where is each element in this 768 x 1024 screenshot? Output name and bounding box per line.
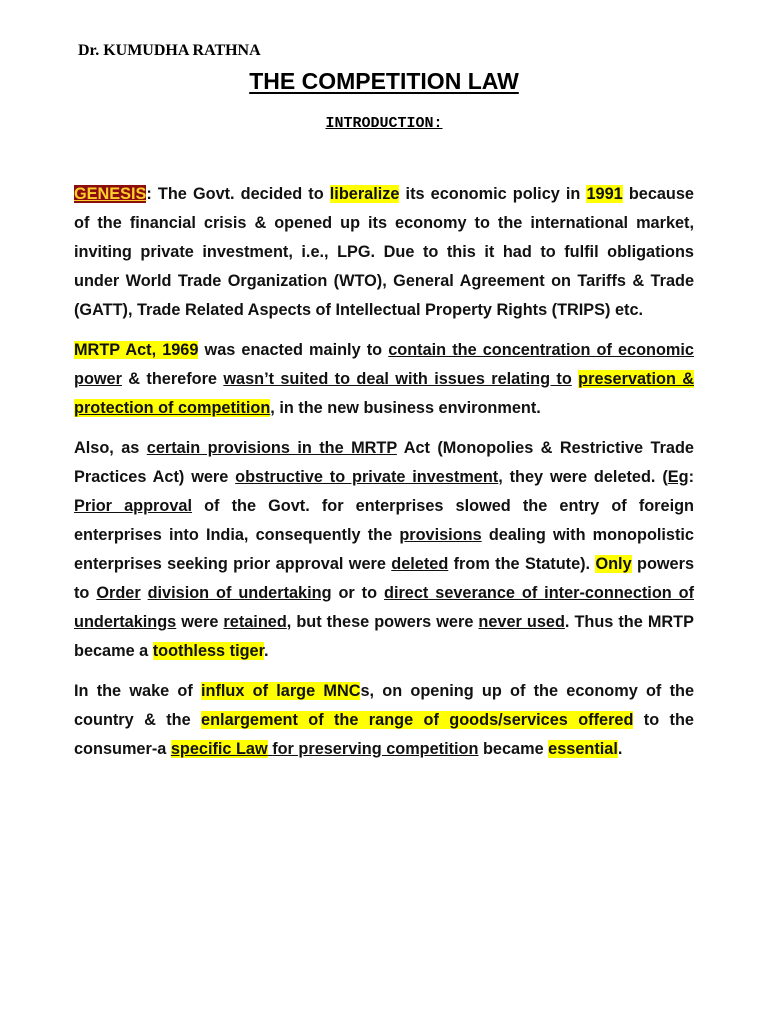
highlighted-underlined-text: specific Law — [170, 740, 268, 758]
section-heading: INTRODUCTION: — [325, 115, 443, 132]
highlighted-text: MRTP Act, 1969 — [74, 341, 199, 359]
highlighted-text: Only — [595, 555, 632, 573]
underlined-text: retained — [223, 613, 287, 631]
underlined-text: Eg — [667, 468, 689, 486]
text-run: Also, as — [74, 439, 147, 457]
text-run: its economic policy in — [399, 185, 587, 203]
text-run — [141, 584, 148, 602]
paragraph-mnc — [74, 677, 694, 764]
paragraph-mrtp-act — [74, 336, 694, 423]
text-run: . — [264, 642, 269, 660]
text-run: dealing with monopolistic enterprises seeking prior approval were — [74, 526, 694, 573]
text-run: Act (Monopolies & Restrictive Trade Practices Act) were — [74, 439, 694, 486]
text-run: of the Govt. for enterprises slowed the entry of foreign enterprises into India, consequently the — [74, 497, 694, 544]
highlighted-text: essential — [548, 740, 618, 758]
text-run: & therefore — [121, 370, 224, 388]
highlighted-text: toothless tiger — [152, 642, 265, 660]
highlighted-text: influx of large MNC — [201, 682, 361, 700]
underlined-text: provisions — [399, 526, 482, 544]
text-run: In the wake of — [74, 682, 201, 700]
paragraph-genesis — [74, 180, 694, 325]
underlined-text: for preserving competition — [272, 740, 479, 758]
underlined-text: Order — [96, 584, 141, 602]
text-run: , they were deleted. ( — [498, 468, 668, 486]
text-run: , in the new business environment. — [270, 399, 541, 417]
document-body — [74, 180, 694, 775]
highlighted-underlined-text: preservation & protection of competition — [74, 370, 694, 417]
highlighted-text: 1991 — [586, 185, 623, 203]
paragraph-provisions — [74, 434, 694, 666]
text-run: . — [617, 740, 623, 758]
author-name: Dr. KUMUDHA RATHNA — [78, 42, 261, 59]
highlighted-text: liberalize — [329, 185, 400, 203]
text-run: was enacted mainly to — [198, 341, 389, 359]
text-run: . Thus the MRTP became a — [74, 613, 694, 660]
text-run: , but these powers were — [286, 613, 479, 631]
underlined-text: Prior approval — [74, 497, 192, 515]
highlighted-text: enlargement of the range of goods/services offered — [201, 711, 634, 729]
underlined-text: never used — [478, 613, 565, 631]
text-run: : — [688, 468, 694, 486]
genesis-label: GENESIS — [74, 185, 147, 203]
underlined-text: direct severance of inter-connection of undertakings — [74, 584, 695, 631]
text-run: were — [176, 613, 224, 631]
text-run: s, on opening up of the economy of the country & the — [74, 682, 694, 729]
document-title: THE COMPETITION LAW — [249, 68, 519, 94]
underlined-text: wasn’t suited to deal with issues relating to — [223, 370, 572, 388]
text-run: from the Statute). — [448, 555, 596, 573]
underlined-text: certain provisions in the MRTP — [146, 439, 397, 457]
text-run: or to — [331, 584, 384, 602]
text-run: : The Govt. decided to — [146, 185, 330, 203]
underlined-text: contain the concentration of economic power — [74, 341, 694, 388]
text-run: to the consumer-a — [74, 711, 694, 758]
underlined-text: obstructive to private investment — [235, 468, 499, 486]
underlined-text: division of undertaking — [147, 584, 332, 602]
text-run: because of the financial crisis & opened up its economy to the international market, inviting private investment, i.e., LPG. Due to this it had to fulfil obligations under World Trade Organization (WTO), General Agreement on Tariffs & Trade (GATT), Trade Related Aspects of Intellectual Property Rights (TRIPS) etc. — [74, 185, 694, 319]
text-run: became — [478, 740, 549, 758]
underlined-text: deleted — [391, 555, 449, 573]
text-run: powers to — [74, 555, 694, 602]
